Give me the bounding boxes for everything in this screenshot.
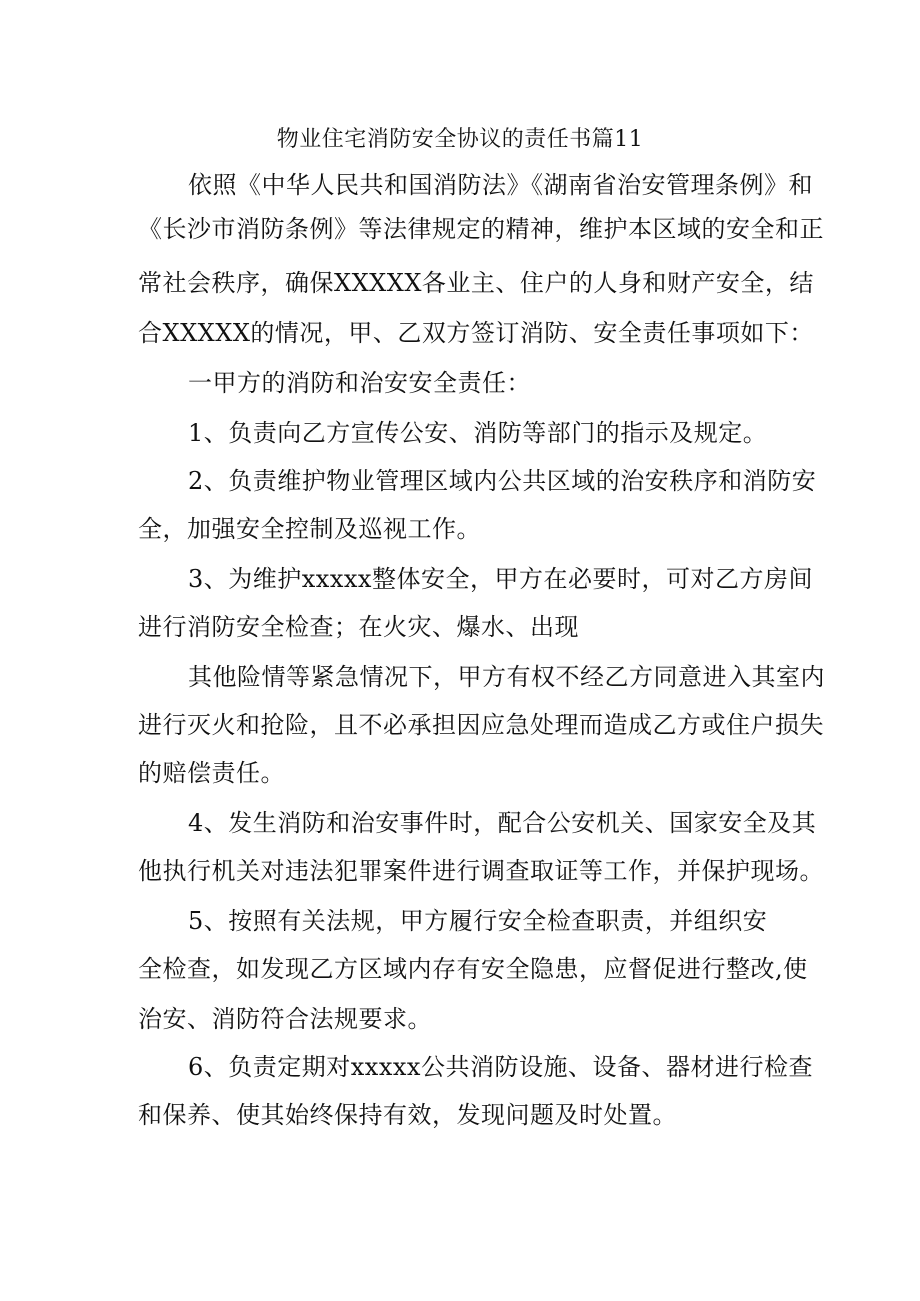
paragraph-line: 其他险情等紧急情况下，甲方有权不经乙方同意进入其室内 [188, 663, 825, 691]
paragraph-line: 进行灭火和抢险，且不必承担因应急处理而造成乙方或住户损失 [138, 711, 824, 739]
paragraph-line: 2、负责维护物业管理区域内公共区域的治安秩序和消防安 [188, 467, 817, 495]
paragraph-line: 的赔偿责任。 [138, 759, 285, 787]
paragraph-line: 4、发生消防和治安事件时，配合公安机关、国家安全及其 [188, 809, 817, 837]
document-title: 物业住宅消防安全协议的责任书篇11 [276, 127, 644, 152]
paragraph-line: 进行消防安全检查；在火灾、爆水、出现 [138, 613, 579, 641]
paragraph-line: 全，加强安全控制及巡视工作。 [138, 515, 481, 543]
paragraph-line: 5、按照有关法规，甲方履行安全检查职责，并组织安 [188, 907, 768, 935]
paragraph-line: 他执行机关对违法犯罪案件进行调查取证等工作，并保护现场。 [138, 857, 824, 885]
paragraph-line: 合XXXXX的情况，甲、乙双方签订消防、安全责任事项如下： [138, 319, 814, 347]
paragraph-line: 依照《中华人民共和国消防法》《湖南省治安管理条例》和 [188, 171, 813, 199]
paragraph-line: 1、负责向乙方宣传公安、消防等部门的指示及规定。 [188, 419, 768, 447]
paragraph-line: 和保养、使其始终保持有效，发现问题及时处置。 [138, 1101, 677, 1129]
paragraph-line: 6、负责定期对xxxxx公共消防设施、设备、器材进行检查 [188, 1053, 813, 1081]
paragraph-line: 全检查，如发现乙方区域内存有安全隐患，应督促进行整改,使 [138, 955, 808, 983]
paragraph-line: 治安、消防符合法规要求。 [138, 1005, 432, 1033]
paragraph-line: 《长沙市消防条例》等法律规定的精神，维护本区域的安全和正 [138, 215, 824, 243]
paragraph-line: 常社会秩序，确保XXXXX各业主、住户的人身和财产安全，结 [138, 269, 814, 297]
section-heading: 一甲方的消防和治安安全责任： [188, 369, 531, 397]
paragraph-line: 3、为维护xxxxx整体安全，甲方在必要时，可对乙方房间 [188, 565, 813, 593]
